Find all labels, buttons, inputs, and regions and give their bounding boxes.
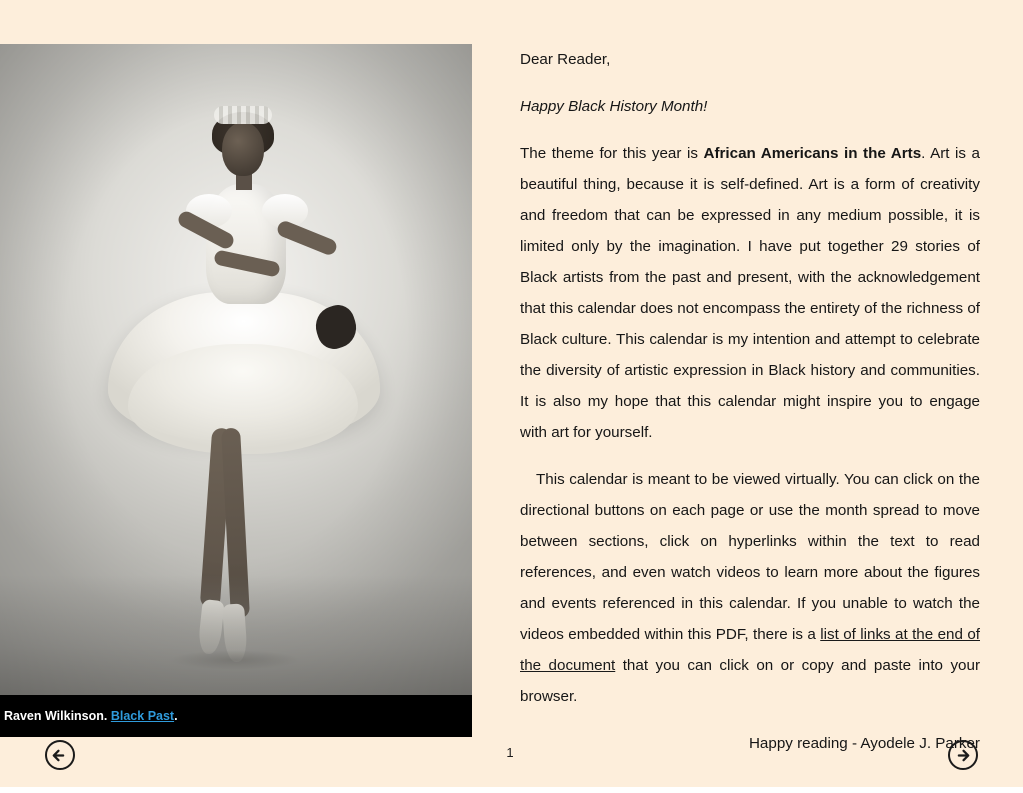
letter-paragraph-2 (520, 464, 980, 712)
photo-column (0, 44, 472, 737)
next-page-button[interactable] (948, 740, 978, 770)
paragraph-2-pre: This calendar is meant to be viewed virtually. You can click on the directional buttons on each page or use the month spread to move between sections, click on hyperlinks within the text to read references, and even watch videos to learn more about the figures and events referenced in this calendar. If you unable to watch the videos embedded within this PDF, there is a (520, 471, 980, 643)
theme-emphasis: African Americans in the Arts (703, 145, 922, 162)
letter-salutation: Dear Reader, (520, 51, 611, 68)
letter-column (520, 44, 980, 775)
page-number: 1 (506, 745, 514, 760)
paragraph-1-post: . Art is a beautiful thing, because it is self-defined. Art is a form of creativity and freedom that can be expressed in any medium possible, it is limited only by the imagination. I have put together 29 stories of Black artists from the past and present, with the acknowledgement that this calendar does not encompass the entirety of the richness of Black culture. This calendar is my intention and attempt to celebrate the diversity of artistic expression in Black history and communities. It is also my hope that this calendar might inspire you to engage with art for yourself. (520, 145, 980, 441)
ballerina-photo (0, 44, 472, 695)
paragraph-1-pre: The theme for this year is (520, 145, 704, 162)
bottom-strip (0, 787, 1023, 793)
page-footer (0, 729, 1023, 785)
caption-subject: Raven Wilkinson. (4, 709, 111, 723)
paragraph-2-post: that you can click on or copy and paste into your browser. (520, 657, 980, 705)
link-list-of-links[interactable]: list of links at the end of the document (520, 626, 980, 674)
letter-paragraph-1 (520, 138, 980, 448)
caption-period: . (174, 709, 178, 723)
letter-signoff: Happy reading - Ayodele J. Parker (748, 735, 980, 752)
photo-vignette (0, 44, 472, 695)
letter-greeting: Happy Black History Month! (520, 98, 708, 115)
arrow-right-circle-icon (950, 743, 976, 768)
caption-source-link[interactable]: Black Past (110, 709, 175, 723)
